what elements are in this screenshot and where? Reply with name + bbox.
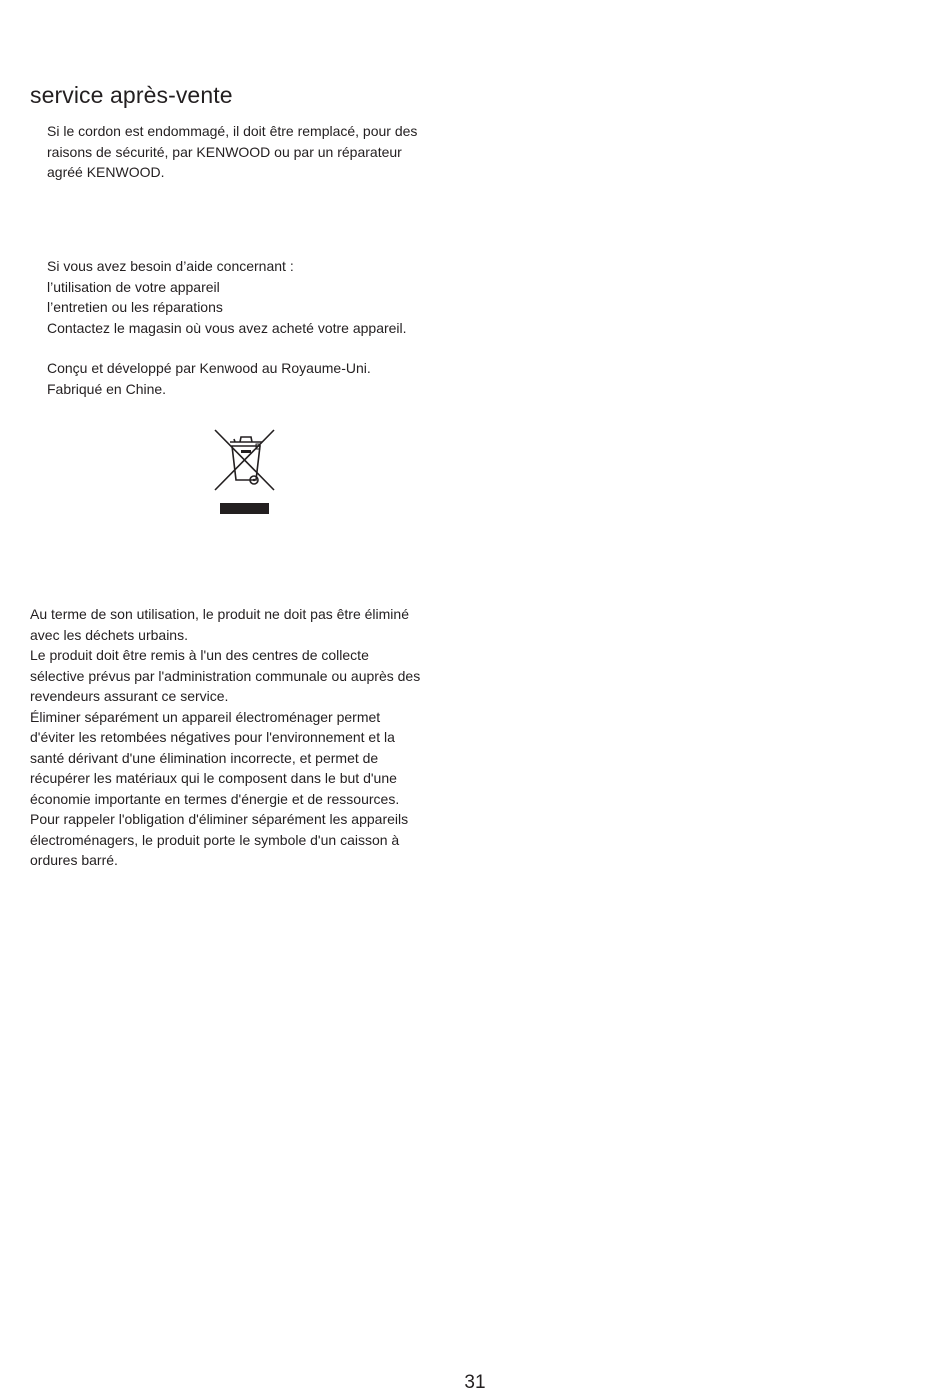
origin-paragraph bbox=[47, 358, 371, 399]
text-line: revendeurs assurant ce service. bbox=[30, 688, 229, 704]
text-line: récupérer les matériaux qui le composent dans le but d'une bbox=[30, 770, 397, 786]
cord-replacement-paragraph bbox=[47, 121, 417, 183]
text-line: Conçu et développé par Kenwood au Royaume-Uni. bbox=[47, 360, 371, 376]
text-line: avec les déchets urbains. bbox=[30, 626, 188, 643]
text-line: l’utilisation de votre appareil bbox=[47, 278, 220, 295]
text-line: l’entretien ou les réparations bbox=[47, 299, 223, 315]
text-line: Pour rappeler l'obligation d'éliminer séparément les appareils bbox=[30, 811, 409, 827]
page-number: 31 bbox=[464, 1372, 486, 1393]
crossed-out-wheelie-bin-icon bbox=[212, 428, 278, 518]
text-line: agréé KENWOOD. bbox=[47, 164, 165, 180]
disposal-paragraph bbox=[30, 604, 420, 871]
help-paragraph bbox=[47, 256, 407, 338]
text-line: raisons de sécurité, par KENWOOD ou par un réparateur bbox=[47, 143, 402, 160]
text-line: Éliminer séparément un appareil électroménager permet bbox=[30, 708, 381, 725]
text-line: Si le cordon est endommagé, il doit être remplacé, pour des bbox=[47, 123, 418, 139]
text-line: Fabriqué en Chine. bbox=[47, 380, 167, 397]
text-line: d'éviter les retombées négatives pour l'environnement et la bbox=[30, 729, 395, 745]
text-line: électroménagers, le produit porte le symbole d'un caisson à bbox=[30, 831, 400, 848]
text-line: Si vous avez besoin d’aide concernant : bbox=[47, 258, 294, 274]
text-line: Le produit doit être remis à l'un des centres de collecte bbox=[30, 647, 369, 663]
page-title: service après-vente bbox=[30, 82, 233, 108]
text-line: Contactez le magasin où vous avez acheté votre appareil. bbox=[47, 319, 407, 336]
text-line: santé dérivant d'une élimination incorrecte, et permet de bbox=[30, 749, 379, 766]
text-line: ordures barré. bbox=[30, 852, 118, 868]
text-line: sélective prévus par l'administration communale ou auprès des bbox=[30, 667, 421, 684]
text-line: économie importante en termes d'énergie et de ressources. bbox=[30, 790, 400, 807]
text-line: Au terme de son utilisation, le produit ne doit pas être éliminé bbox=[30, 606, 409, 622]
